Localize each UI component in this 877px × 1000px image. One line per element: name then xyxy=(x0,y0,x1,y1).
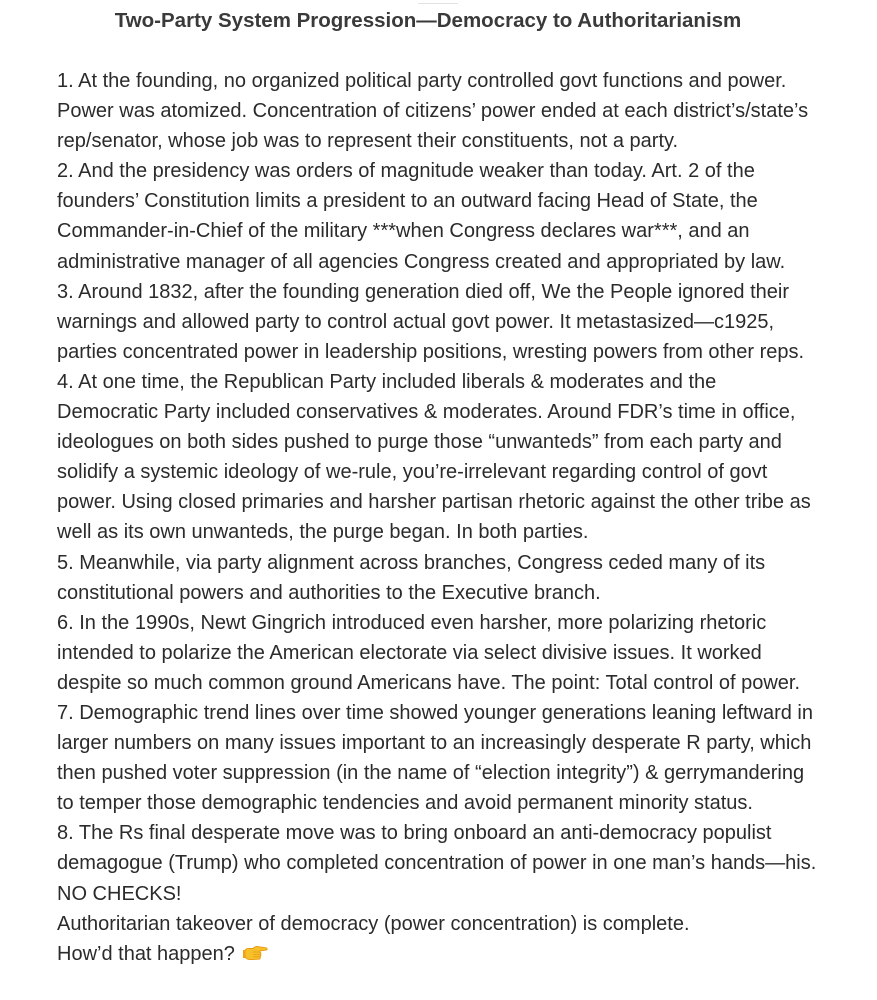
text-line: demagogue (Trump) who completed concentration of power in one man’s hands—his. xyxy=(57,852,817,875)
text-line: parties concentrated power in leadership positions, wresting powers from other reps. xyxy=(57,340,805,363)
text-line: power. Using closed primaries and harsher partisan rhetoric against the other tribe as xyxy=(57,491,811,514)
text-line: 5. Meanwhile, via party alignment across branches, Congress ceded many of its xyxy=(57,551,766,574)
text-line: to temper those demographic tendencies and avoid permanent minority status. xyxy=(57,792,753,815)
text-line: Democratic Party included conservatives & moderates. Around FDR’s time in office, xyxy=(57,401,796,424)
text-line: Power was atomized. Concentration of citizens’ power ended at each district’s/state’s xyxy=(57,100,809,123)
text-line: founders’ Constitution limits a president to an outward facing Head of State, the xyxy=(57,190,758,213)
text-line: 1. At the founding, no organized political party controlled govt functions and power. xyxy=(57,70,787,92)
text-line: solidify a systemic ideology of we-rule, you’re-irrelevant regarding control of govt xyxy=(57,461,768,484)
text-line: Authoritarian takeover of democracy (power concentration) is complete. xyxy=(57,912,690,935)
text-line: administrative manager of all agencies Congress created and appropriated by law. xyxy=(57,250,786,273)
text-line: 7. Demographic trend lines over time showed younger generations leaning leftward in xyxy=(57,701,813,724)
text-line: larger numbers on many issues important to an increasingly desperate R party, which xyxy=(57,732,812,755)
text-line: despite so much common ground Americans have. The point: Total control of power. xyxy=(57,671,801,694)
pointing-right-hand-icon xyxy=(242,943,268,963)
text-line: 6. In the 1990s, Newt Gingrich introduced even harsher, more polarizing rhetoric xyxy=(57,611,767,634)
text-line: NO CHECKS! xyxy=(57,882,182,905)
text-line: well as its own unwanteds, the purge began. In both parties. xyxy=(57,521,589,544)
closing-line xyxy=(57,939,837,969)
text-line: constitutional powers and authorities to the Executive branch. xyxy=(57,581,601,604)
text-line: ideologues on both sides pushed to purge those “unwanteds” from each party and xyxy=(57,431,782,454)
text-line: intended to polarize the American electorate via select divisive issues. It worked xyxy=(57,641,762,664)
text-line: then pushed voter suppression (in the name of “election integrity”) & gerrymandering xyxy=(57,762,805,785)
text-line: 8. The Rs final desperate move was to bring onboard an anti-democracy populist xyxy=(57,822,772,845)
document-title: Two-Party System Progression—Democracy to Authoritarianism xyxy=(114,9,742,32)
closing-text: How’d that happen? xyxy=(57,942,235,965)
text-line: rep/senator, whose job was to represent their constituents, not a party. xyxy=(57,130,679,153)
text-line: Commander-in-Chief of the military ***when Congress declares war***, and an xyxy=(57,220,750,243)
top-edge-mark xyxy=(418,0,458,4)
document-body xyxy=(57,66,837,969)
text-line: 4. At one time, the Republican Party included liberals & moderates and the xyxy=(57,370,717,393)
text-line: 2. And the presidency was orders of magnitude weaker than today. Art. 2 of the xyxy=(57,160,755,183)
text-line: 3. Around 1832, after the founding generation died off, We the People ignored their xyxy=(57,280,790,303)
text-line: warnings and allowed party to control actual govt power. It metastasized—c1925, xyxy=(57,310,775,333)
